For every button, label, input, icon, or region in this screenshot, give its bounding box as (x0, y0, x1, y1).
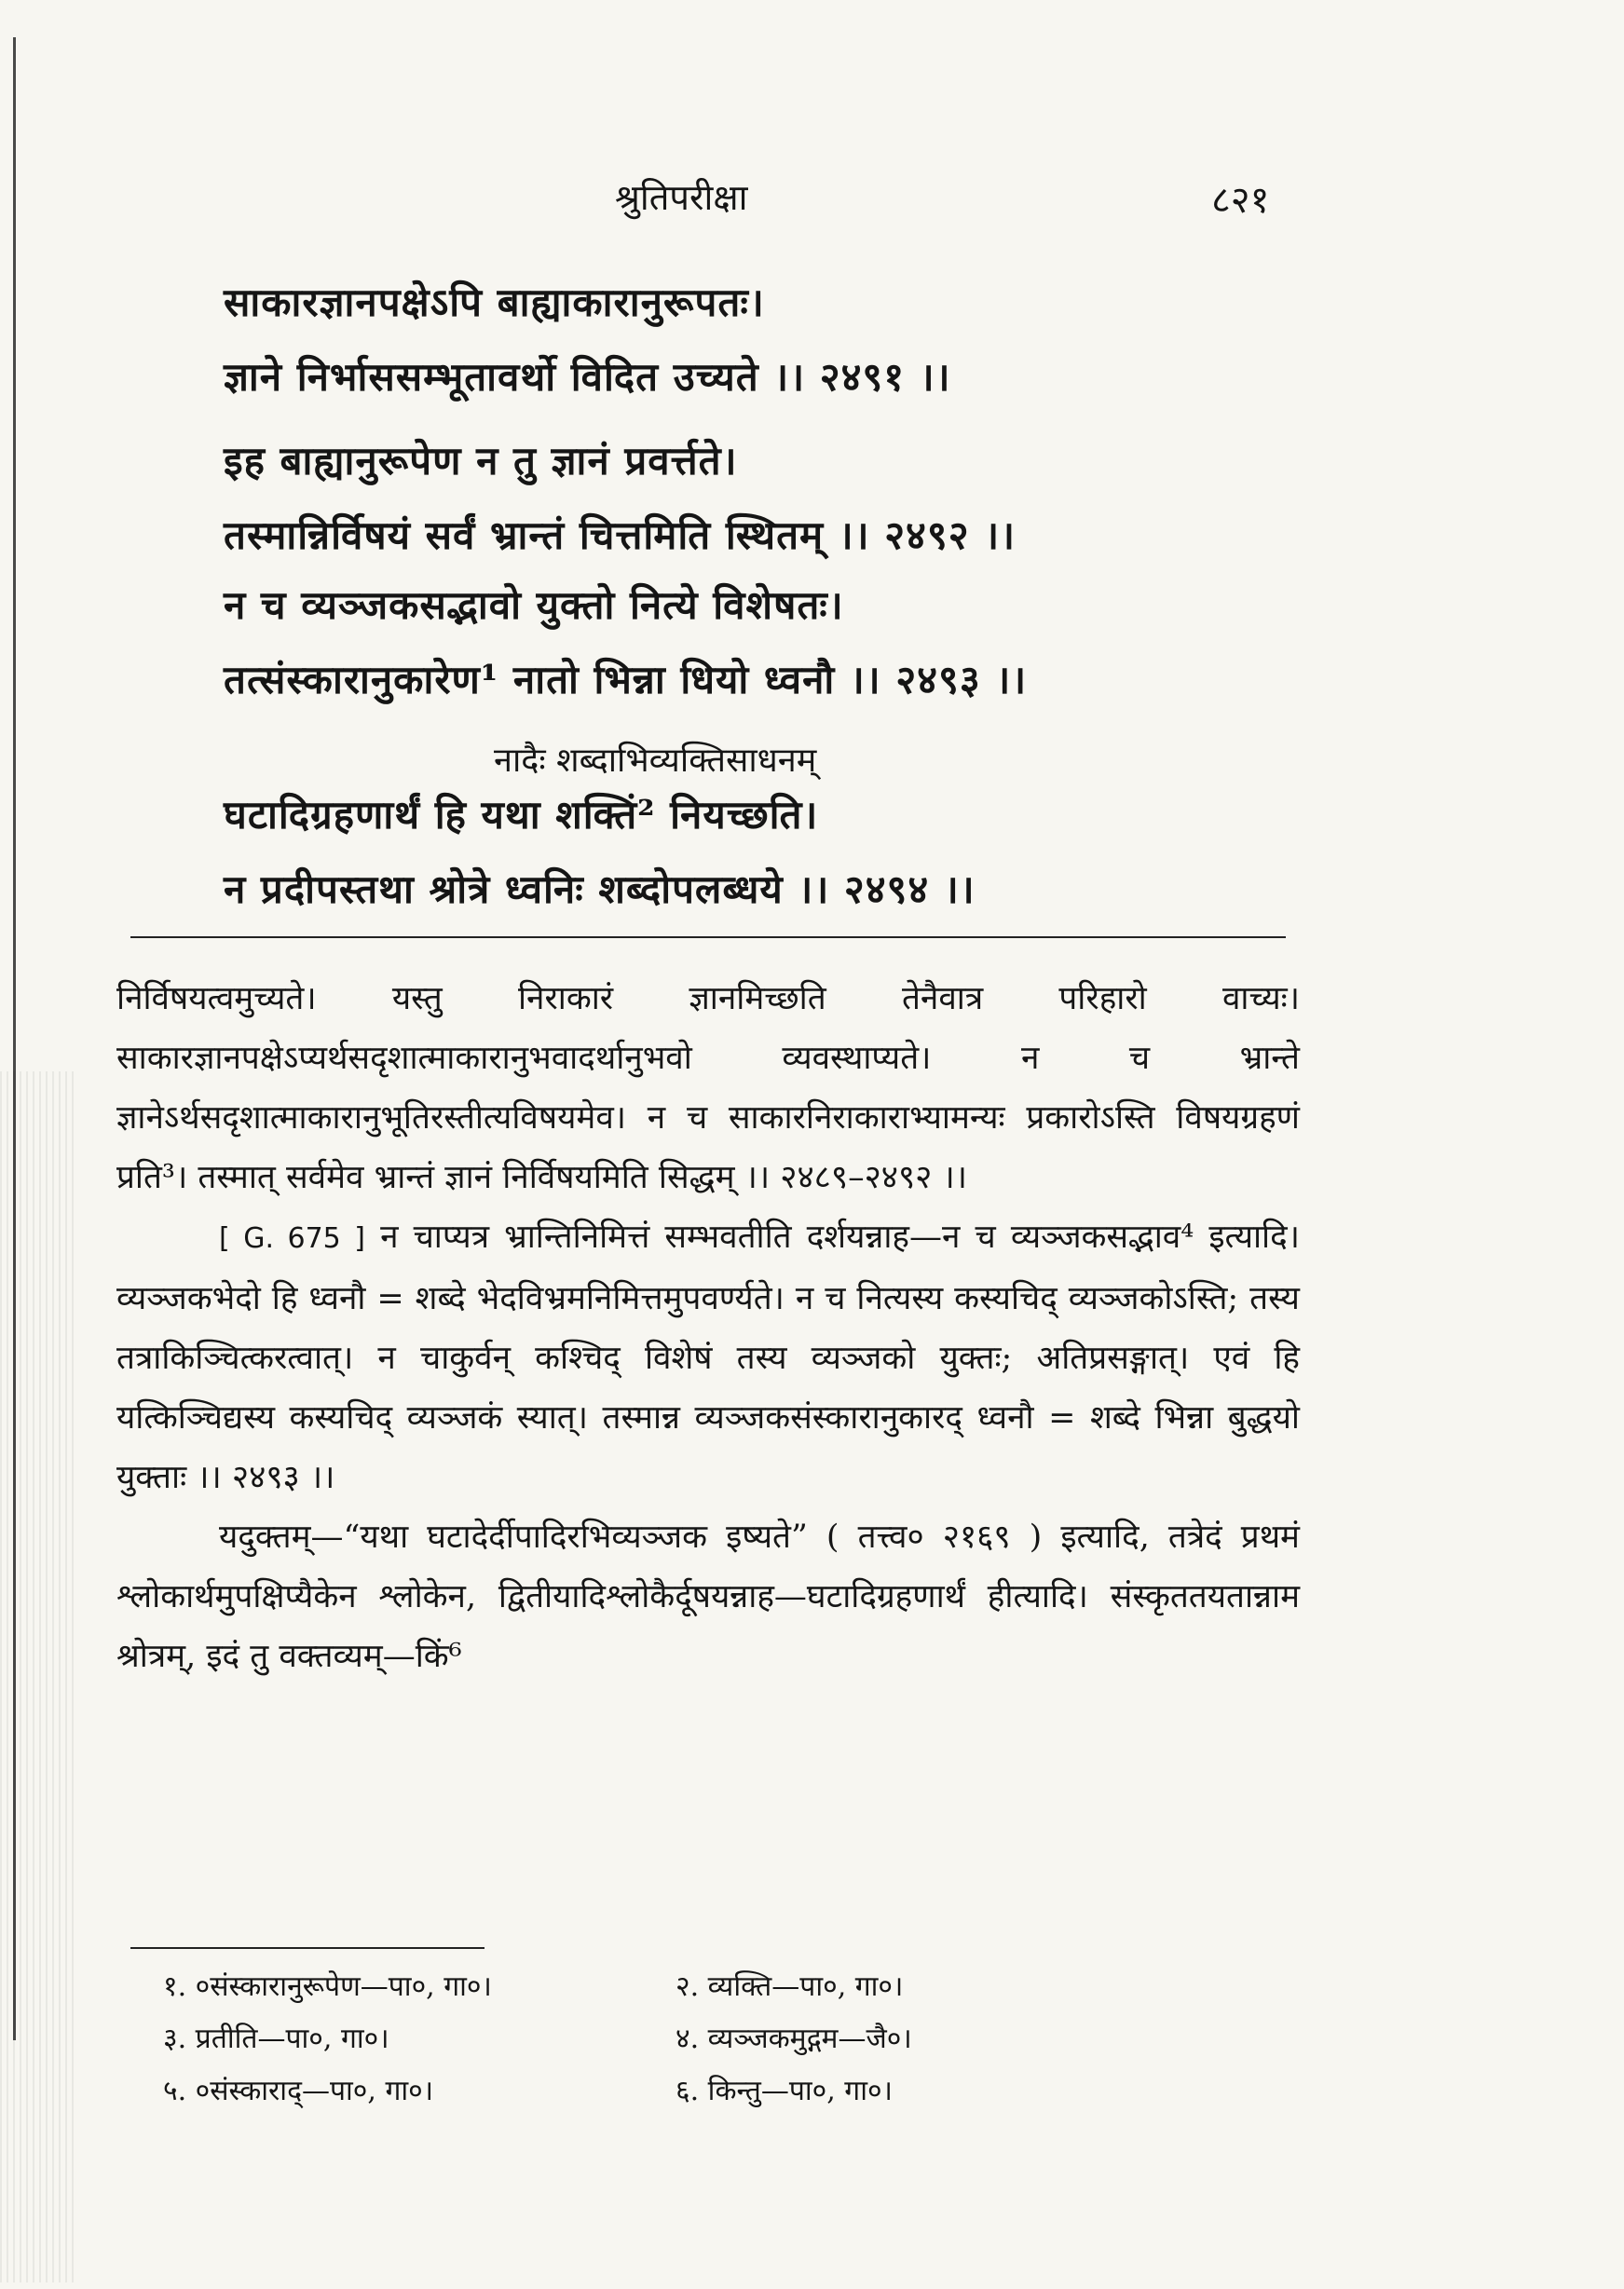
footnote: ५. ०संस्काराद्—पा०, गा०। (163, 2075, 434, 2107)
footnote-rule (130, 1947, 484, 1949)
footnote-row (163, 2070, 1188, 2122)
footnote: ६. किन्तु—पा०, गा०। (676, 2075, 893, 2107)
footnote-row (163, 2018, 1188, 2070)
scan-noise (0, 1071, 75, 2282)
g-page-ref: [ G. 675 ] (219, 1222, 365, 1255)
verse-line: न च व्यञ्जकसद्भावो युक्तो नित्ये विशेषतः। (224, 582, 844, 628)
page-number: ८२१ (1211, 179, 1270, 222)
verse-line: न प्रदीपस्तथा श्रोत्रे ध्वनिः शब्दोपलब्धये ।। २४९४ ।। (224, 866, 976, 912)
verse-line: तत्संस्कारानुकारेण¹ नातो भिन्ना धियो ध्वनौ ।। २४९३ ।। (224, 657, 1028, 702)
verse-line: घटादिग्रहणार्थं हि यथा शक्तिं² नियच्छति। (224, 792, 819, 838)
verse-line: तस्मान्निर्विषयं सर्वं भ्रान्तं चित्तमिति स्थितम् ।। २४९२ ।। (224, 512, 1017, 558)
section-subheading: नादैः शब्दाभिव्यक्तिसाधनम् (494, 742, 817, 780)
verse-line: साकारज्ञानपक्षेऽपि बाह्याकारानुरूपतः। (224, 279, 765, 325)
running-head: श्रुतिपरीक्षा (615, 177, 748, 218)
footnote: ४. व्यञ्जकमुद्गम—जै०। (676, 2023, 912, 2055)
footnote-row (163, 1966, 1188, 2018)
footnote: १. ०संस्कारानुरूपेण—पा०, गा०। (163, 1970, 492, 2003)
footnote: २. व्यक्ति—पा०, गा०। (676, 1970, 904, 2003)
verse-line: इह बाह्यानुरूपेण न तु ज्ञानं प्रवर्त्तते। (224, 438, 738, 484)
commentary-paragraph: यदुक्तम्—“यथा घटादेर्दीपादिरभिव्यञ्जक इष्यते” ( तत्त्व० २१६९ ) इत्यादि, तत्रेदं प्रथमं श्लोकार्थमुपक्षिप्यैकेन श्लोकेन, द्वितीयादिश्लोकैर्दूषयन्नाह—घटादिग्रहणार्थं हीत्यादि। संस्कृततयतान्नाम श्रोत्रम्, इदं तु वक्तव्यम्—किं⁶ (116, 1519, 1300, 1675)
commentary-block (116, 969, 1300, 1686)
commentary-paragraph: [ G. 675 ] न चाप्यत्र भ्रान्तिनिमित्तं सम्भवतीति दर्शयन्नाह—न च व्यञ्जकसद्भाव⁴ इत्यादि। व्यञ्जकभेदो हि ध्वनौ = शब्दे भेदविभ्रमनिमित्तमुपवर्ण्यते। न च नित्यस्य कस्यचिद् व्यञ्जकोऽस्ति; तस्य तत्राकिञ्चित्करत्वात्। न चाकुर्वन् कश्चिद् विशेषं तस्य व्यञ्जको युक्तः; अतिप्रसङ्गात्। एवं हि यत्किञ्चिद्यस्य कस्यचिद् व्यञ्जकं स्यात्। तस्मान्न व्यञ्जकसंस्कारानुकारद् ध्वनौ = शब्दे भिन्ना बुद्धयो युक्ताः ।। २४९३ ।। (116, 1219, 1300, 1496)
footnotes (163, 1966, 1188, 2122)
verse-line: ज्ञाने निर्भाससम्भूतावर्थो विदित उच्यते ।। २४९१ ।। (224, 354, 951, 400)
footnote: ३. प्रतीति—पा०, गा०। (163, 2023, 389, 2055)
divider-rule (130, 936, 1286, 938)
page-header (0, 172, 1624, 238)
commentary-paragraph: निर्विषयत्वमुच्यते। यस्तु निराकारं ज्ञानमिच्छति तेनैवात्र परिहारो वाच्यः। साकारज्ञानपक्षेऽप्यर्थसदृशात्माकारानुभवादर्थानुभवो व्यवस्थाप्यते। न च भ्रान्ते ज्ञानेऽर्थसदृशात्माकारानुभूतिरस्तीत्यविषयमेव। न च साकारनिराकाराभ्यामन्यः प्रकारोऽस्ति विषयग्रहणं प्रति³। तस्मात् सर्वमेव भ्रान्तं ज्ञानं निर्विषयमिति सिद्धम् ।। २४८९–२४९२ ।। (116, 980, 1300, 1196)
